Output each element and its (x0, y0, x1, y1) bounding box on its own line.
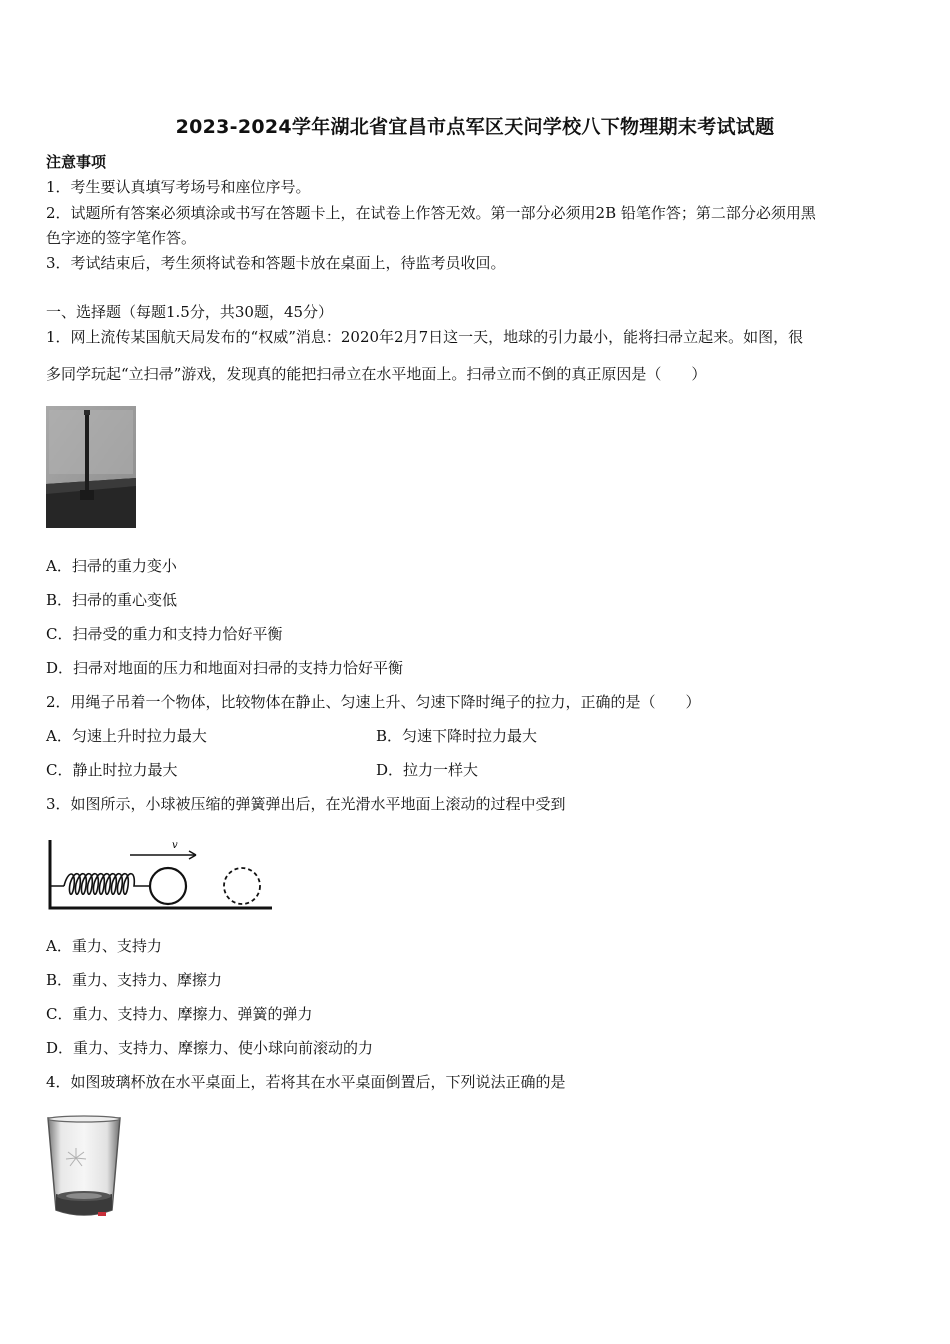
question-3-option-c: C．重力、支持力、摩擦力、弹簧的弹力 (46, 1005, 313, 1023)
question-1-option-a: A．扫帚的重力变小 (46, 557, 177, 575)
question-3-option-b: B．重力、支持力、摩擦力 (46, 971, 223, 989)
question-1-option-d: D．扫帚对地面的压力和地面对扫帚的支持力恰好平衡 (46, 659, 404, 677)
velocity-label: v (172, 840, 178, 851)
question-1-option-c: C．扫帚受的重力和支持力恰好平衡 (46, 625, 283, 643)
red-mark (98, 1212, 106, 1216)
question-2-option-d: D．拉力一样大 (376, 761, 479, 779)
section-heading: 一、选择题（每题1.5分，共30题，45分） (46, 303, 334, 321)
question-1-stem-line-1: 1．网上流传某国航天局发布的“权威”消息：2020年2月7日这一天，地球的引力最小，能将扫帚立起来。如图，很 (46, 328, 804, 346)
spring-ball-figure (46, 836, 274, 914)
spring-coil (64, 874, 150, 895)
question-4-stem: 4．如图玻璃杯放在水平桌面上，若将其在水平桌面倒置后，下列说法正确的是 (46, 1073, 566, 1091)
exam-title: 2023-2024学年湖北省宜昌市点军区天问学校八下物理期末考试试题 (175, 116, 775, 138)
question-2-stem: 2．用绳子吊着一个物体，比较物体在静止、匀速上升、匀速下降时绳子的拉力，正确的是（ ） (46, 693, 701, 711)
question-3-option-d: D．重力、支持力、摩擦力、使小球向前滚动的力 (46, 1039, 374, 1057)
notice-item-1: 1．考生要认真填写考场号和座位序号。 (46, 178, 311, 196)
notice-item-3: 3．考试结束后，考生须将试卷和答题卡放在桌面上，待监考员收回。 (46, 254, 506, 272)
glass-cup-figure (44, 1114, 124, 1222)
notice-heading: 注意事项 (46, 153, 107, 171)
question-2-option-b: B．匀速下降时拉力最大 (376, 727, 538, 745)
notice-item-2-cont: 色字迹的签字笔作答。 (46, 229, 197, 247)
question-2-option-a: A．匀速上升时拉力最大 (46, 727, 207, 745)
question-1-option-b: B．扫帚的重心变低 (46, 591, 178, 609)
ball-circle (150, 868, 186, 904)
ball-dashed-circle (224, 868, 260, 904)
broom-photo-figure (46, 406, 136, 528)
question-3-stem: 3．如图所示，小球被压缩的弹簧弹出后，在光滑水平地面上滚动的过程中受到 (46, 795, 566, 813)
question-2-option-c: C．静止时拉力最大 (46, 761, 178, 779)
question-1-stem-line-2: 多同学玩起“立扫帚”游戏，发现真的能把扫帚立在水平地面上。扫帚立而不倒的真正原因是（ ） (46, 365, 707, 383)
notice-item-2: 2．试题所有答案必须填涂或书写在答题卡上，在试卷上作答无效。第一部分必须用2B 铅笔作答；第二部分必须用黑 (46, 204, 816, 222)
question-3-option-a: A．重力、支持力 (46, 937, 162, 955)
